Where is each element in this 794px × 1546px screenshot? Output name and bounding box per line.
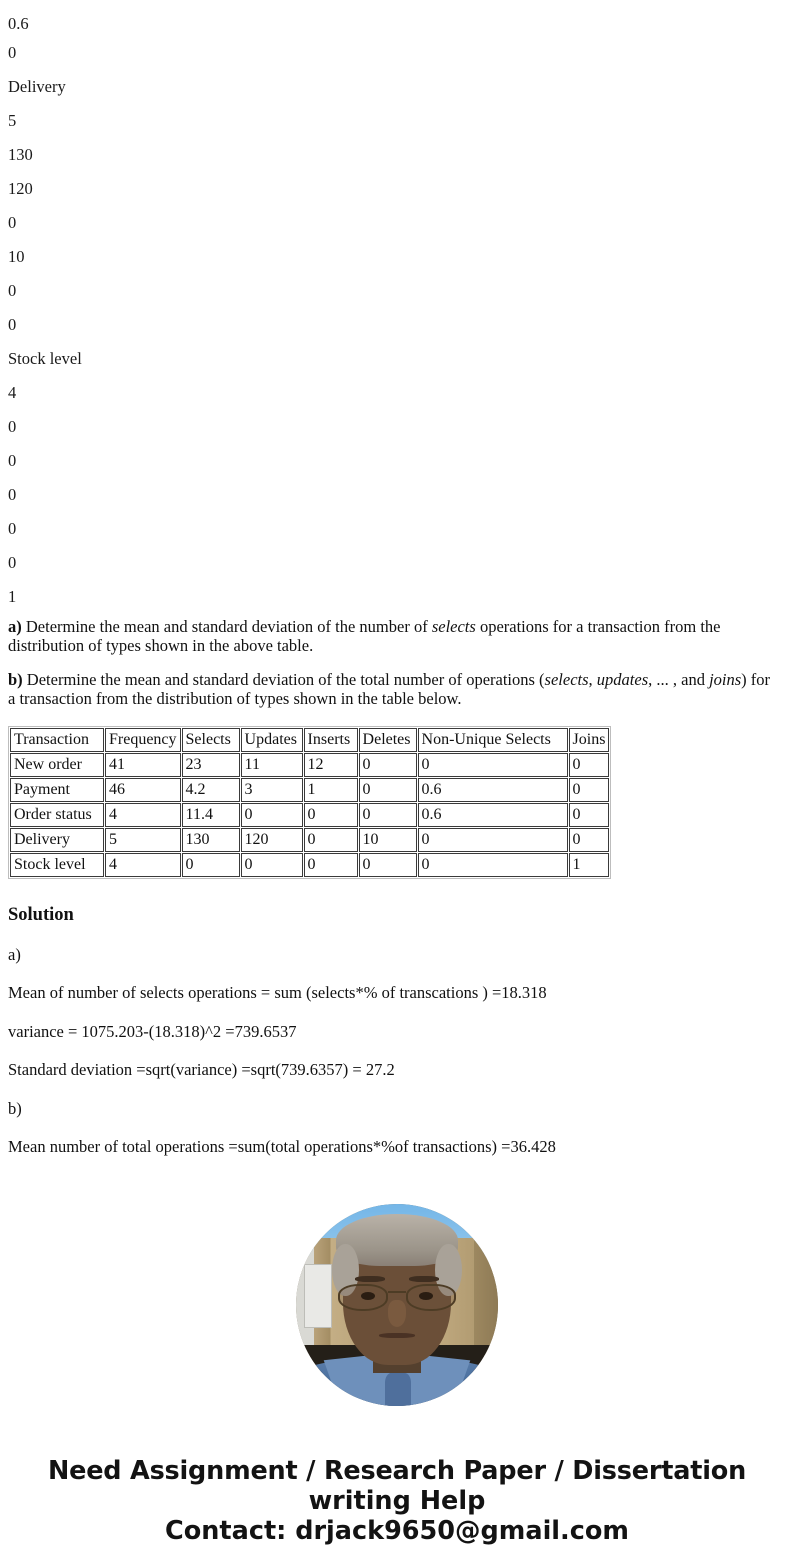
list-item: 4 (8, 382, 17, 402)
solution-label-a: a) (8, 944, 21, 964)
list-item: 120 (8, 178, 33, 198)
list-item: 0 (8, 314, 17, 334)
column-header-deletes: Deletes (359, 728, 417, 752)
list-item: Stock level (8, 348, 82, 368)
table-row (10, 803, 609, 827)
cell-updates: 3 (241, 778, 303, 802)
cell-transaction: Delivery (10, 828, 104, 852)
question-a-paragraph (0, 614, 794, 655)
cell-transaction: New order (10, 753, 104, 777)
list-item: 0 (8, 416, 17, 436)
footer-line-3: Contact: drjack9650@gmail.com (165, 1515, 629, 1546)
question-a-text-2: operations for a transaction from the distribution of types shown in the above table. (8, 617, 721, 655)
cell-deletes: 0 (359, 778, 417, 802)
cell-deletes: 0 (359, 753, 417, 777)
list-item: 5 (8, 110, 17, 130)
list-item: 0 (8, 450, 17, 470)
solution-mean-total-operations: Mean number of total operations =sum(total operations*%of transactions) =36.428 (8, 1137, 556, 1156)
question-b-emphasis-joins: joins (709, 670, 742, 689)
cell-selects: 130 (182, 828, 240, 852)
cell-non-unique-selects: 0.6 (418, 803, 568, 827)
footer-line-1: Need Assignment / Research Paper / Dissertation (47, 1455, 747, 1486)
solution-standard-deviation: Standard deviation =sqrt(variance) =sqrt(739.6357) = 27.2 (8, 1060, 395, 1079)
list-item: 10 (8, 246, 25, 266)
cell-updates: 11 (241, 753, 303, 777)
solution-label-b: b) (8, 1098, 22, 1118)
column-header-selects: Selects (182, 728, 240, 752)
question-a-emphasis-selects: selects (431, 617, 476, 636)
avatar-tie (385, 1373, 411, 1405)
cell-updates: 0 (241, 803, 303, 827)
cell-non-unique-selects: 0.6 (418, 778, 568, 802)
cell-inserts: 0 (304, 828, 358, 852)
cell-frequency: 46 (105, 778, 181, 802)
footer-banner (0, 1456, 794, 1546)
question-b-separator-2: , ... , and (648, 670, 710, 689)
list-item: 0 (8, 552, 17, 572)
cell-joins: 1 (569, 853, 610, 877)
question-b-text-1: Determine the mean and standard deviation of the total number of operations ( (22, 670, 545, 689)
avatar-row (0, 1204, 794, 1406)
list-item: 1 (8, 586, 17, 606)
list-item: 0.6 (8, 13, 29, 33)
question-b-separator-1: , (588, 670, 597, 689)
cell-joins: 0 (569, 778, 610, 802)
table-row (10, 853, 609, 877)
list-item: 0 (8, 518, 17, 538)
cell-frequency: 4 (105, 803, 181, 827)
cell-joins: 0 (569, 753, 610, 777)
list-item: Delivery (8, 76, 66, 96)
transaction-table (8, 726, 611, 879)
footer-line-2: writing Help (308, 1485, 486, 1516)
question-a-text-1: Determine the mean and standard deviation of the number of (21, 617, 432, 636)
column-header-joins: Joins (569, 728, 610, 752)
list-item: 0 (8, 280, 17, 300)
cell-updates: 0 (241, 853, 303, 877)
cell-selects: 23 (182, 753, 240, 777)
column-header-inserts: Inserts (304, 728, 358, 752)
avatar-glasses-bridge (388, 1291, 407, 1293)
cell-inserts: 0 (304, 803, 358, 827)
cell-inserts: 1 (304, 778, 358, 802)
avatar-eyebrow-left (355, 1276, 385, 1282)
cell-transaction: Payment (10, 778, 104, 802)
cell-deletes: 0 (359, 853, 417, 877)
table-header-row (10, 728, 609, 752)
solution-variance: variance = 1075.203-(18.318)^2 =739.6537 (8, 1021, 297, 1041)
avatar-eyebrow-right (409, 1276, 439, 1282)
column-header-updates: Updates (241, 728, 303, 752)
avatar (296, 1204, 498, 1406)
cell-joins: 0 (569, 803, 610, 827)
question-b-marker: b) (8, 670, 23, 689)
question-b-emphasis-selects: selects (544, 670, 589, 689)
question-a-marker: a) (8, 617, 22, 636)
cell-updates: 120 (241, 828, 303, 852)
cell-transaction: Order status (10, 803, 104, 827)
cell-transaction: Stock level (10, 853, 104, 877)
list-item: 0 (8, 42, 17, 62)
transaction-table-wrapper (0, 726, 794, 879)
cell-frequency: 5 (105, 828, 181, 852)
column-header-non-unique-selects: Non-Unique Selects (418, 728, 568, 752)
cell-frequency: 41 (105, 753, 181, 777)
solution-heading: Solution (8, 905, 74, 925)
table-row (10, 753, 609, 777)
question-b-emphasis-updates: updates (596, 670, 649, 689)
list-item: 130 (8, 144, 33, 164)
cell-frequency: 4 (105, 853, 181, 877)
table-header (10, 728, 609, 752)
cell-joins: 0 (569, 828, 610, 852)
cell-non-unique-selects: 0 (418, 853, 568, 877)
glasses-icon (338, 1284, 455, 1310)
cell-deletes: 10 (359, 828, 417, 852)
solution-mean-selects: Mean of number of selects operations = sum (selects*% of transcations ) =18.318 (8, 983, 547, 1002)
table-body (10, 753, 609, 877)
column-header-frequency: Frequency (105, 728, 181, 752)
table-row (10, 828, 609, 852)
column-header-transaction: Transaction (10, 728, 104, 752)
cell-inserts: 0 (304, 853, 358, 877)
table-row (10, 778, 609, 802)
list-item: 0 (8, 484, 17, 504)
cell-inserts: 12 (304, 753, 358, 777)
stray-value-list (0, 0, 794, 614)
question-b-paragraph (0, 671, 794, 708)
cell-selects: 11.4 (182, 803, 240, 827)
list-item: 0 (8, 212, 17, 232)
cell-non-unique-selects: 0 (418, 753, 568, 777)
cell-deletes: 0 (359, 803, 417, 827)
cell-non-unique-selects: 0 (418, 828, 568, 852)
question-b-text-2: ) for a transaction from the distribution of types shown in the table below. (8, 670, 771, 708)
cell-selects: 0 (182, 853, 240, 877)
cell-selects: 4.2 (182, 778, 240, 802)
avatar-mouth (379, 1333, 415, 1338)
